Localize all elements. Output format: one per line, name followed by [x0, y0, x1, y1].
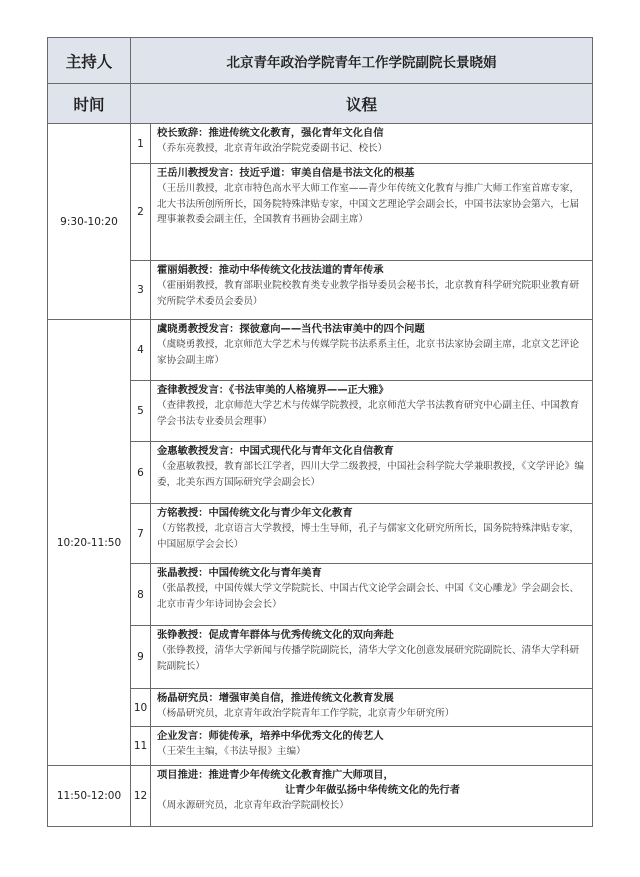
agenda-item	[151, 504, 593, 564]
column-header-row	[48, 84, 593, 124]
item-number: 3	[131, 261, 151, 320]
agenda-item	[151, 442, 593, 504]
item-title: 虞晓勇教授发言：探彼意向——当代书法审美中的四个问题	[157, 323, 425, 335]
item-title: 项目推进：推进青少年传统文化教育推广大师项目，	[157, 769, 394, 781]
item-title: 杨晶研究员：增强审美自信，推进传统文化教育发展	[157, 692, 394, 704]
item-description: （张铮教授，清华大学新闻与传播学院副院长，清华大学文化创意发展研究院副院长、清华大学科研院副院长）	[157, 645, 580, 672]
item-number: 4	[131, 320, 151, 381]
item-title: 金惠敏教授发言：中国式现代化与青年文化自信教育	[157, 445, 394, 457]
item-description: （虞晓勇教授，北京师范大学艺术与传媒学院书法系系主任，北京书法家协会副主席，北京文艺评论家协会副主席）	[157, 339, 580, 366]
agenda-table	[47, 37, 593, 827]
agenda-item	[151, 727, 593, 766]
agenda-row	[48, 766, 593, 827]
item-description: （查律教授，北京师范大学艺术与传媒学院教授，北京师范大学书法教育研究中心副主任、中国教育学会书法专业委员会理事）	[157, 400, 580, 427]
time-header: 时间	[48, 84, 131, 124]
item-title: 方铭教授：中国传统文化与青少年文化教育	[157, 507, 353, 519]
item-number: 12	[131, 766, 151, 827]
agenda-item	[151, 164, 593, 261]
agenda-row	[48, 320, 593, 381]
item-number: 1	[131, 124, 151, 164]
item-number: 10	[131, 689, 151, 727]
agenda-item	[151, 320, 593, 381]
agenda-item	[151, 626, 593, 689]
session-time: 9:30-10:20	[48, 124, 131, 320]
agenda-item	[151, 381, 593, 442]
session-time: 10:20-11:50	[48, 320, 131, 766]
agenda-item	[151, 689, 593, 727]
item-number: 5	[131, 381, 151, 442]
item-description: （方铭教授，北京语言大学教授，博士生导师，孔子与儒家文化研究所所长，国务院特殊津贴专家，中国屈原学会会长）	[157, 523, 580, 550]
item-description: （周永源研究员，北京青年政治学院副校长）	[157, 800, 349, 811]
agenda-item	[151, 124, 593, 164]
item-description: （张晶教授，中国传媒大学文学院院长、中国古代文论学会副会长、中国《文心雕龙》学会副会长、北京市青少年诗词协会会长）	[157, 583, 580, 610]
item-number: 7	[131, 504, 151, 564]
item-description: （王岳川教授，北京市特色高水平大师工作室——青少年传统文化教育与推广大师工作室首席专家，北大书法所创所所长，国务院特殊津贴专家，中国文艺理论学会副会长，中国书法家协会第六，七届理事兼教委会副主任，全国教育书画协会副主席）	[157, 183, 580, 225]
item-number: 6	[131, 442, 151, 504]
host-label: 主持人	[48, 38, 131, 84]
item-title: 张铮教授：促成青年群体与优秀传统文化的双向奔赴	[157, 629, 394, 641]
item-description: （王荣生主编，《书法导报》主编）	[157, 746, 306, 757]
item-title: 企业发言：师徒传承，培养中华优秀文化的传艺人	[157, 730, 384, 742]
item-title: 张晶教授：中国传统文化与青年美育	[157, 567, 322, 579]
item-title: 王岳川教授发言：技近乎道：审美自信是书法文化的根基	[157, 167, 415, 179]
item-description: （杨晶研究员，北京青年政治学院青年工作学院，北京青少年研究所）	[157, 708, 455, 719]
item-title: 校长致辞：推进传统文化教育，强化青年文化自信	[157, 127, 384, 139]
item-title: 查律教授发言：《书法审美的人格境界——正大雅》	[157, 384, 389, 396]
host-value: 北京青年政治学院青年工作学院副院长景晓娟	[131, 38, 593, 84]
item-number: 8	[131, 564, 151, 626]
item-description: （金惠敏教授，教育部长江学者，四川大学二级教授，中国社会科学院大学兼职教授，《文学评论》编委，北美东西方国际研究学会副会长）	[157, 461, 584, 488]
item-number: 2	[131, 164, 151, 261]
item-number: 9	[131, 626, 151, 689]
host-row	[48, 38, 593, 84]
item-title-continued: 让青少年做弘扬中华传统文化的先行者	[284, 784, 461, 796]
item-number: 11	[131, 727, 151, 766]
session-time: 11:50-12:00	[48, 766, 131, 827]
agenda-item	[151, 564, 593, 626]
agenda-row	[48, 124, 593, 164]
item-description: （霍丽娟教授，教育部职业院校教育类专业教学指导委员会秘书长，北京教育科学研究院职业教育研究所院学术委员会委员）	[157, 280, 580, 307]
item-title: 霍丽娟教授：推动中华传统文化技法道的青年传承	[157, 264, 384, 276]
agenda-item	[151, 261, 593, 320]
item-description: （乔东亮教授，北京青年政治学院党委副书记、校长）	[157, 143, 388, 154]
agenda-header: 议程	[131, 84, 593, 124]
agenda-item	[151, 766, 593, 827]
